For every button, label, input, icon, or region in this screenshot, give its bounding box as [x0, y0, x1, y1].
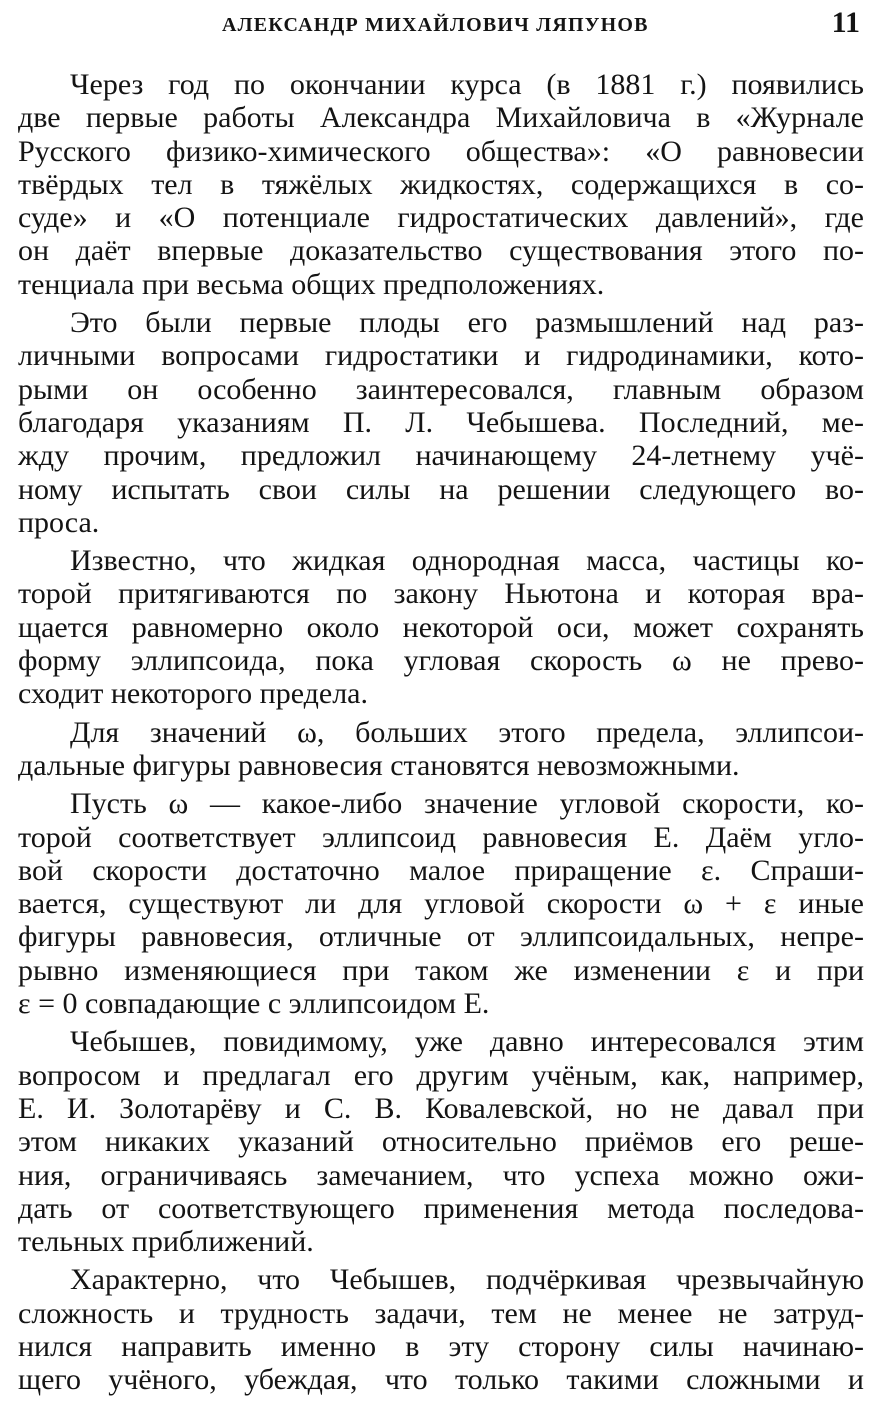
page-header	[222, 6, 860, 46]
text-line: Русского физико-химического общества»: «О равновесии	[18, 134, 864, 168]
text-line: вается, существуют ли для угловой скорости ω + ε иные	[18, 887, 864, 921]
paragraph	[18, 1263, 864, 1396]
paragraph	[18, 306, 864, 539]
text-line: личными вопросами гидростатики и гидродинамики, кото-	[18, 339, 864, 373]
text-line: Через год по окончании курса (в 1881 г.) появились	[70, 68, 864, 101]
text-line: суде» и «О потенциале гидростатических давлений», где	[18, 201, 864, 235]
text-line: рыми он особенно заинтересовался, главным образом	[18, 372, 864, 406]
paragraph	[18, 68, 864, 301]
text-line: вой скорости достаточно малое приращение ε. Спраши-	[18, 853, 864, 887]
text-line: Это были первые плоды его размышлений над раз-	[70, 306, 864, 340]
text-line: ε = 0 совпадающие с эллипсоидом E.	[18, 987, 490, 1021]
text-line: твёрдых тел в тяжёлых жидкостях, содержащихся в со-	[18, 167, 864, 201]
text-line: Характерно, что Чебышев, подчёркивая чрезвычайную	[70, 1263, 864, 1297]
paragraph	[18, 716, 864, 783]
text-line: форму эллипсоида, пока угловая скорость ω не прево-	[18, 644, 864, 678]
text-line: Для значений ω, больших этого предела, эллипсои-	[70, 715, 864, 749]
text-line: фигуры равновесия, отличные от эллипсоидальных, непре-	[18, 920, 864, 954]
text-line: дальные фигуры равновесия становятся невозможными.	[18, 748, 740, 782]
text-line: Е. И. Золотарёву и С. В. Ковалевской, но не давал при	[18, 1091, 864, 1125]
text-line: Чебышев, повидимому, уже давно интересовался этим	[70, 1025, 864, 1059]
text-line: Известно, что жидкая однородная масса, частицы ко-	[70, 544, 864, 578]
text-line: тенциала при весьма общих предположениях.	[18, 267, 605, 301]
body-text	[18, 68, 864, 1397]
paragraph	[18, 1025, 864, 1258]
text-line: этом никаких указаний относительно приёмов его реше-	[18, 1125, 864, 1159]
text-line: нился направить именно в эту сторону силы начинаю-	[18, 1329, 864, 1363]
text-line: ния, ограничиваясь замечанием, что успеха можно ожи-	[18, 1158, 864, 1192]
text-line: сходит некоторого предела.	[18, 677, 368, 711]
text-line: сложность и трудность задачи, тем не менее не затруд-	[18, 1296, 864, 1330]
text-line: щего учёного, убеждая, что только такими сложными и	[18, 1363, 864, 1397]
paragraph	[18, 544, 864, 710]
text-line: щается равномерно около некоторой оси, может сохранять	[18, 610, 864, 644]
text-line: дать от соответствующего применения метода последова-	[18, 1191, 864, 1225]
text-line: рывно изменяющиеся при таком же изменении ε и при	[18, 953, 864, 987]
running-head: АЛЕКСАНДР МИХАЙЛОВИЧ ЛЯПУНОВ	[222, 14, 649, 36]
text-line: торой притягиваются по закону Ньютона и которая вра-	[18, 577, 864, 611]
text-line: Пусть ω — какое-либо значение угловой скорости, ко-	[70, 787, 864, 821]
text-line: торой соответствует эллипсоид равновесия E. Даём угло-	[18, 820, 864, 854]
text-line: две первые работы Александра Михайловича в «Журнале	[18, 101, 864, 135]
text-line: ному испытать свои силы на решении следующего во-	[18, 472, 864, 506]
text-line: проса.	[18, 505, 100, 539]
text-line: он даёт впервые доказательство существования этого по-	[18, 234, 864, 268]
text-line: жду прочим, предложил начинающему 24-летнему учё-	[18, 439, 864, 473]
text-line: тельных приближений.	[18, 1225, 314, 1259]
text-line: благодаря указаниям П. Л. Чебышева. Последний, ме-	[18, 405, 864, 439]
paragraph	[18, 787, 864, 1020]
page-number: 11	[831, 6, 860, 39]
text-line: вопросом и предлагал его другим учёным, как, например,	[18, 1058, 864, 1092]
